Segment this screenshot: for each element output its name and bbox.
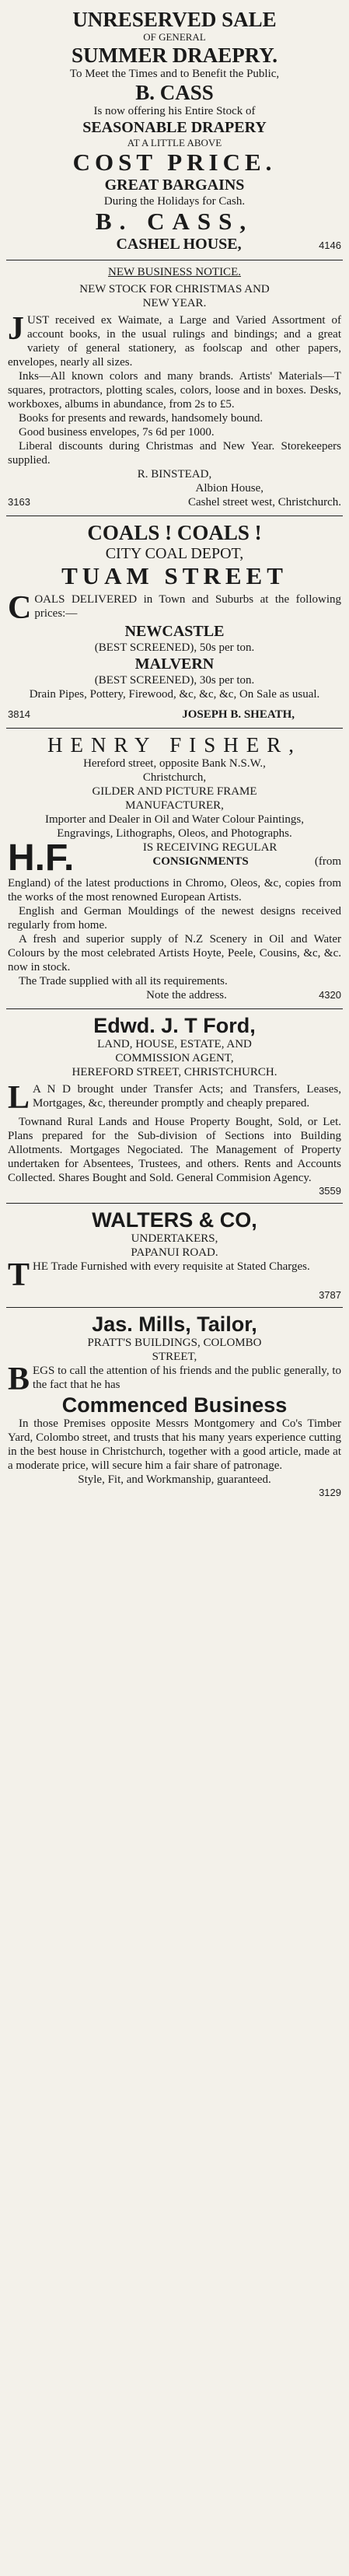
ad-coal-price: (BEST SCREENED), 30s per ton. bbox=[94, 674, 255, 687]
ad-signature: R. BINSTEAD, bbox=[137, 468, 212, 481]
ad-line: (from bbox=[314, 855, 341, 868]
ad-body: Books for presents and rewards, handsomely bound. bbox=[19, 412, 263, 425]
ad-body: Townand Rural Lands and House Property Bought, Sold, or Let. Plans prepared for the Sub-division of Sections into Building Allotments. Mortgages Negociated. The Management of Property undertaken for Absentees, Trustees, and others. Rents and Accounts Collected. Shares Bought and Sold. General Commision Agency. bbox=[8, 1116, 341, 1184]
ad-signature: JOSEPH B. SHEATH, bbox=[182, 708, 295, 721]
ad-house: CASHEL HOUSE, bbox=[116, 236, 242, 253]
ad-line: GREAT BARGAINS bbox=[104, 177, 245, 194]
ad-body: A fresh and superior supply of N.Z Scenery in Oil and Water Colours by the most celebrated Artists Hoyte, Peele, Cousins, &c, &c. now in stock. bbox=[8, 933, 341, 973]
ad-coal-depot bbox=[6, 516, 343, 729]
ad-tagline: Style, Fit, and Workmanship, guaranteed. bbox=[78, 1473, 271, 1486]
ad-headline: Commenced Business bbox=[61, 1393, 288, 1417]
ad-trade: MANUFACTURER, bbox=[125, 799, 224, 812]
drop-cap: L bbox=[8, 1080, 30, 1116]
ad-number: 3129 bbox=[319, 1487, 341, 1498]
hf-monogram: H.F. bbox=[8, 837, 75, 879]
ad-line: CONSIGNMENTS bbox=[152, 855, 249, 868]
ad-line: CITY COAL DEPOT, bbox=[105, 545, 244, 562]
ad-name: B. CASS bbox=[135, 81, 214, 104]
ad-title: NEW BUSINESS NOTICE. bbox=[108, 266, 241, 278]
ad-line: Engravings, Lithographs, Oleos, and Photographs. bbox=[57, 827, 292, 840]
drop-cap: B bbox=[8, 1361, 30, 1397]
ad-headline: NEW STOCK FOR CHRISTMAS AND bbox=[79, 283, 270, 295]
ad-line: Importer and Dealer in Oil and Water Colour Paintings, bbox=[44, 813, 305, 826]
ad-body: In those Premises opposite Messrs Montgomery and Co's Timber Yard, Colombo street, and trusts that his many years experience cutting in the best house in Christchurch, together with a good article, made at a moderate price, will secure him a fair share of patronage. bbox=[8, 1417, 341, 1472]
ad-address: Christchurch, bbox=[142, 771, 207, 784]
ad-ford-agent bbox=[6, 1009, 343, 1204]
ad-name: WALTERS & CO, bbox=[92, 1208, 257, 1232]
drop-cap: C bbox=[8, 590, 32, 626]
ad-subtext: OF GENERAL bbox=[143, 31, 206, 43]
ad-body: Good business envelopes, 7s 6d per 1000. bbox=[19, 426, 215, 439]
ad-note: Note the address. bbox=[146, 989, 227, 1001]
ad-number: 3559 bbox=[319, 1185, 341, 1197]
ad-body: OALS DELIVERED in Town and Suburbs at the following prices:— bbox=[34, 593, 341, 620]
ad-coal-price: (BEST SCREENED), 50s per ton. bbox=[94, 641, 255, 654]
ad-coal-type: MALVERN bbox=[134, 655, 215, 673]
ad-number: 3814 bbox=[8, 708, 30, 720]
ad-name: HENRY FISHER, bbox=[47, 733, 302, 757]
ad-line: PRATT'S BUILDINGS, COLOMBO bbox=[87, 1337, 262, 1349]
ad-walters-undertakers bbox=[6, 1204, 343, 1308]
ad-body: England) of the latest productions in Chromo, Oleos, &c, copies from the works of the most renowned European Artists. bbox=[8, 877, 341, 904]
ad-mills-tailor bbox=[6, 1308, 343, 1505]
ad-address: Cashel street west, Christchurch. bbox=[187, 496, 341, 509]
drop-cap: J bbox=[8, 311, 24, 347]
ad-binstead-stationery bbox=[6, 260, 343, 516]
ad-line: HEREFORD STREET, CHRISTCHURCH. bbox=[72, 1066, 277, 1078]
ad-headline: COALS ! COALS ! bbox=[87, 521, 262, 544]
ad-name: Jas. Mills, Tailor, bbox=[92, 1312, 257, 1336]
ad-cass-drapery bbox=[6, 3, 343, 260]
ad-line: SEASONABLE DRAPERY bbox=[82, 119, 267, 136]
ad-body: Inks—All known colors and many brands. Artists' Materials—T squares, protractors, plotting scales, colors, loose and in boxes. Desks, workboxes, albums in abundance, from 2s to £5. bbox=[8, 370, 341, 411]
ad-street: TUAM STREET bbox=[61, 562, 288, 589]
ad-line: UNDERTAKERS, bbox=[131, 1232, 218, 1245]
ad-body: English and German Mouldings of the newest designs received regularly from home. bbox=[8, 905, 341, 931]
ad-headline: UNRESERVED SALE bbox=[72, 8, 277, 31]
ad-number: 4320 bbox=[319, 989, 341, 1001]
ad-number: 3163 bbox=[8, 496, 30, 508]
ad-signature: Albion House, bbox=[195, 482, 263, 495]
ad-coal-type: NEWCASTLE bbox=[124, 623, 225, 640]
drop-cap: T bbox=[8, 1257, 30, 1293]
ad-line: IS RECEIVING REGULAR bbox=[142, 841, 277, 854]
ad-headline: NEW YEAR. bbox=[142, 297, 207, 309]
ad-address: Hereford street, opposite Bank N.S.W., bbox=[83, 757, 266, 770]
ad-line: During the Holidays for Cash. bbox=[103, 195, 246, 208]
ad-name: Edwd. J. T Ford, bbox=[93, 1014, 256, 1037]
ad-line: COST PRICE. bbox=[72, 149, 277, 176]
ad-line: Is now offering his Entire Stock of bbox=[93, 105, 256, 117]
ad-body: HE Trade Furnished with every requisite at Stated Charges. bbox=[33, 1260, 310, 1273]
ad-number: 3787 bbox=[319, 1289, 341, 1301]
ad-body: UST received ex Waimate, a Large and Varied Assortment of account books, in the usual rulings and bindings; and a great variety of general stationery, as foolscap and other papers, envelopes, nearly all sizes. bbox=[8, 314, 341, 369]
ad-line: PAPANUI ROAD. bbox=[131, 1246, 218, 1259]
ad-line: COMMISSION AGENT, bbox=[115, 1052, 234, 1064]
ad-line: STREET, bbox=[152, 1351, 197, 1363]
ad-body: EGS to call the attention of his friends and the public generally, to the fact that he has bbox=[33, 1365, 341, 1391]
ad-line: To Meet the Times and to Benefit the Public, bbox=[69, 68, 280, 80]
ad-line: AT A LITTLE ABOVE bbox=[127, 137, 222, 149]
ad-number: 4146 bbox=[319, 239, 341, 251]
ad-henry-fisher bbox=[6, 729, 343, 1009]
ad-body: A N D brought under Transfer Acts; and Transfers, Leases, Mortgages, &c, thereunder promptly and cheaply prepared. bbox=[33, 1083, 341, 1110]
ad-body: The Trade supplied with all its requirements. bbox=[19, 975, 228, 987]
ad-body: Liberal discounts during Christmas and New Year. Storekeepers supplied. bbox=[8, 440, 341, 467]
ad-line: LAND, HOUSE, ESTATE, AND bbox=[97, 1038, 252, 1050]
ad-trade: GILDER AND PICTURE FRAME bbox=[92, 785, 257, 798]
ad-subheadline: SUMMER DRAEPRY. bbox=[71, 44, 278, 67]
ad-name: B. CASS, bbox=[95, 208, 254, 235]
ad-body: Drain Pipes, Pottery, Firewood, &c, &c, &c, On Sale as usual. bbox=[29, 688, 320, 701]
